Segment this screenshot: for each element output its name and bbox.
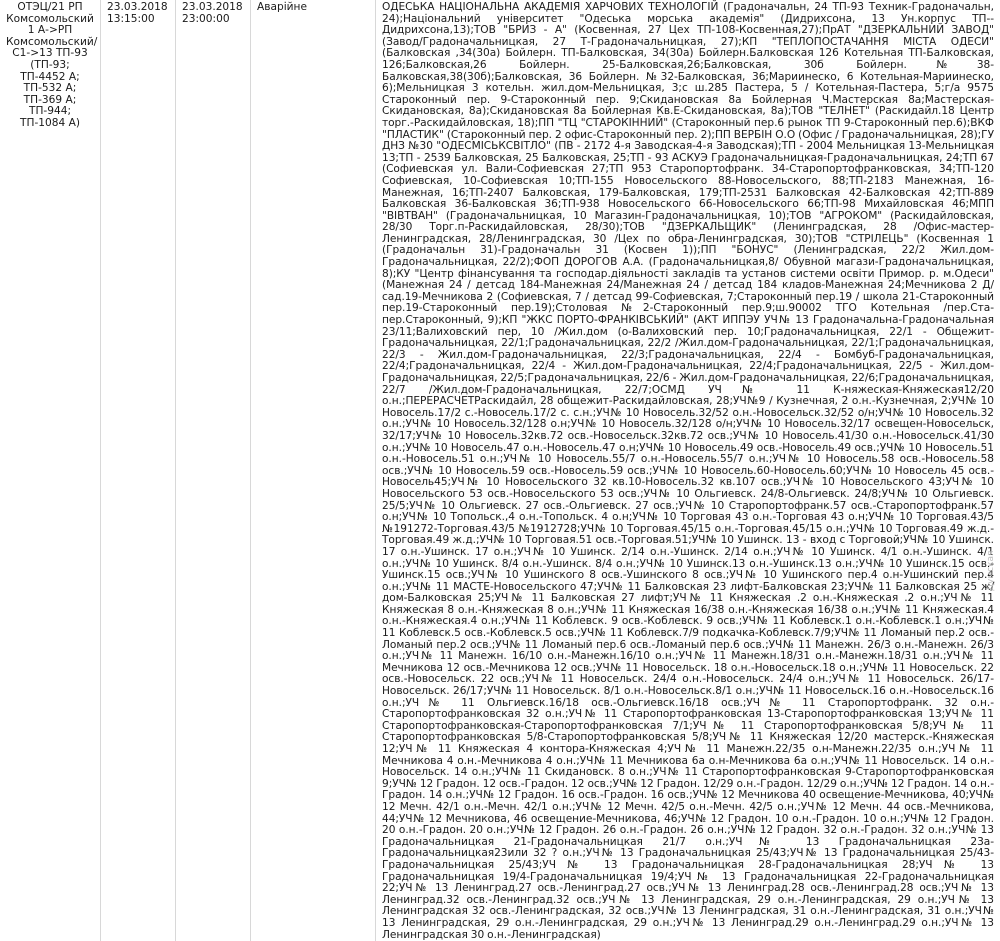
addresses-text: ОДЕСЬКА НАЦІОНАЛЬНА АКАДЕМІЯ ХАРЧОВИХ ТЕХНОЛОГІЙ (Градоначальн, 24 ТП-93 Техник-Градоначальн, 24);Національний університет "Одеська морська академія" (Дидрихсона, 13 Ун.корпус ТП--Дидрихсона,13);ТОВ "БРИЗ - А" (Косвенная, 27 Цех ТП-108-Косвенная,27);ПрАТ "ДЗЕРКАЛЬНИЙ ЗАВОД" (Завод/Градоначальницкая, 27 Т-Градоначальницкая, 27);КП "ТЕПЛОПОСТАЧАННЯ МІСТА ОДЕСИ" (Балковская ,34(30а) Бойлерн. ТП-Балковская, 34(30а) Бойлерн.Балковская 126 Котельная ТП-Балковская, 126;Балковская,26 Бойлерн. 25-Балковская,26;Балковская, 30б Бойлерн.№38-Балковская,38(30б);Балковская, 36 Бойлерн. №32-Балковская, 36;Мариинеско, 6 Котельная-Мариинеско, 6);Мельницкая 3 котельн. жил.дом-Мельницкая, 3;с ш.285 Пастера, 5 / Котельная-Пастера, 5;г/а 9575 Староконный пер. 9-Староконный пер. 9;Скидановская 8а Бойлерная Ч.Мастерская 8а;Мастерская-Скидановская, 8а);Скидановская 8а Бойлерная Кв.Е-Скидановская, 8а);ТОВ "ТЕЛНЕТ" (Раскидайл.18 Центр торг.-Раскидайловская, 18);ПП "ТЦ "СТАРОКІННИЙ" (Староконный пер.6 рынок ТП 9-Староконный пер.6);ВКФ "ПЛАСТИК" (Староконный пер. 2 офис-Староконный пер. 2);ПП ВЕРБІН О.О (Офис / Градоначальницкая, 28);ГУ ДНЗ №30 "ОДЕСМІСЬКСВІТЛО" (ПВ - 2172 4-я Заводская-4-я Заводская);ТП - 2004 Мельницкая 13-Мельницкая 13;ТП - 2539 Балковская, 25 Балковская, 25;ТП - 93 АСКУЭ Градоначальницкая-Градоначальницкая, 24;ТП 67 (Софиевская ул. Вали-Софиевская 27;ТП 953 Старопортофранк. 34-Старопортофранковская, 34;ТП-120 Софиевская, 10-Софиевская 10;ТП-155 Новосельского 88-Новосельского, 88;ТП-2183 Манежная, 16-Манежная, 16;ТП-2407 Балковская, 179-Балковская, 179;ТП-2531 Балковская 42-Балковская 42;ТП-889 Балковская 36-Балковская 36;ТП-938 Новосельского 66-Новосельского 66;ТП-98 Михайловская 46;МПП "ВІВТВАН" (Градоначальницкая, 10 Магазин-Градоначальницкая, 10);ТОВ "АГРОКОМ" (Раскидайловская, 28/30 Торг.п-Раскидайловская, 28/30);ТОВ "ДЗЕРКАЛЬЩИК" (Ленинградская, 28 /Офис-мастер-Ленинградская, 28/Ленинградская, 30 /Цех по обра-Ленинградская, 30);ТОВ "СТРІЛЕЦЬ" (Косвенная 1 (Градоначальн 31)-Градоначальн 31 (Косвен 1));ПП "БОНУС" (Ленинградская, 22/2 Жил.дом-Градоначальницкая, 22/2);ФОП ДОРОГОВ А.А. (Градоначальницкая,8/ Обувной магази-Градоначальницкая, 8);КУ "Центр фінансування та господар.діяльності закладів та установ системи освіти Примор. р. м.Одеси" (Манежная 24 / детсад 184-Манежная 24/Манежная 24 / детсад 184 кладов-Манежная 24;Мечникова 2 Д/сад.19-Мечникова 2 (Софиевская, 7 / детсад 99-Софиевская, 7;Староконный пер.19 / школа 21-Староконный пер.19-Староконный пер.19);Столовая №2-Староконный пер.9;ш.90002 ТГО Котельная /пер.Ста-пер.Староконный, 9);КП "ЖКС ПОРТО-ФРАНКІВСЬКИЙ" (АКТ ИППЭУ УЧ№ 13 Градоначальна-Градоначальная 23/11;Валиховский пер, 10 /Жил.дом (о-Валиховский пер. 10;Градоначальницкая, 22/1 - Общежит-Градоначальницкая, 22/1;Градоначальницкая, 22/2 /Жил.дом-Градоначальницкая, 22/1;Градоначальницкая, 22/3 - Жил.дом-Градоначальницкая, 22/3;Градоначальницкая, 22/4 - Бомбуб-Градоначальницкая, 22/4;Градоначальницкая, 22/4 - Жил.дом-Градоначальницкая, 22/4;Градоначальницкая, 22/5 - Жил.дом-Градоначальницкая, 22/5;Градоначальницкая, 22/6 - Жил.дом-Градоначальницкая, 22/6;Градоначальницкая, 22/7 /Жил.дом-Градоначальницкая, 22/7;ОСМД УЧ№ 11 К-няжеская-Княжеская12/20 о.н.;ПЕРЕРАСЧЕТРаскидайл, 28 общежит-Раскидайловская, 28;УЧ№9 / Кузнечная, 2 о.н.-Кузнечная, 2;УЧ№ 10 Новосель.17/2 с.-Новосель.17/2 с. с.н.;УЧ№ 10 Новосель.32/52 о.н.-Новосельск.32/52 о/н;УЧ№ 10 Новосель.32 о.н.;УЧ№ 10 Новосель.32/128 о.н;УЧ№ 10 Новосель.32/128 о/н;УЧ№ 10 Новосель.32/17 освещен-Новосельск, 32/17;УЧ№ 10 Новосель.32кв.72 осв.-Новосельск.32кв.72 осв.;УЧ№ 10 Новосель.41/30 о.н.-Новосельск.41/30 о.н.;УЧ№ 10 Новосель.47 о.н.-Новосель.47 о.н;УЧ№ 10 Новосель.49 осв.-Новосель.49 осв.;УЧ№ 10 Новосель.51 о.н.-Новосель.51 о.н.;УЧ№ 10 Новосель.55/7 о.н.-Новосель.55/7 о.н.;УЧ№ 10 Новосель.58 осв.-Новосель.58 осв.;УЧ№ 10 Новосель.59 осв.-Новосель.59 осв.;УЧ№ 10 Новосель.60-Новосель.60;УЧ№ 10 Новосель 45 осв.-Новосель45;УЧ№ 10 Новосельского 32 кв.10-Новосель.32 кв.107 осв.;УЧ№ 10 Новосельского 43;УЧ№ 10 Новосельского 53 осв.-Новосельского 53 осв.;УЧ№ 10 Ольгиевск. 24/8-Ольгиевск. 24/8;УЧ№ 10 Ольгиевск. 25/5;УЧ№ 10 Ольгиевск. 27 осв.-Ольгиевск. 27 осв.;УЧ№ 10 Старопортофранк.57 осв.-Старопортофранк.57 о.н;УЧ№ 10 Топольск.,4 о.н.-Топольск. 4 о.н;УЧ№ 10 Торговая 43 о.н.-Торговая 43 о.н;УЧ№ 10 Торговая.43/5 №191272-Торговая.43/5 №1912728;УЧ№ 10 Торговая.45/15 о.н.-Торговая.45/15 о.н.;УЧ№ 10 Торговая.49 ж.д.-Торговая.49 ж.д.;УЧ№ 10 Торговая.51 осв.-Торговая.51;УЧ№ 10 Ушинск. 13 - вход с Торговой;УЧ№ 10 Ушинск. 17 о.н.-Ушинск. 17 о.н.;УЧ№ 10 Ушинск. 2/14 о.н.-Ушинск. 2/14 о.н.;УЧ№ 10 Ушинск. 4/1 о.н.-Ушинск. 4/1 о.н.;УЧ№ 10 Ушинск. 8/4 о.н.-Ушинск. 8/4 о.н.;УЧ№ 10 Ушинск.13 о.н.-Ушинск.13 о.н.;УЧ№ 10 Ушинск.15 осв.-Ушинск.15 осв.;УЧ№ 10 Ушинского 8 осв.-Ушинского 8 осв.;УЧ№ 10 Ушинского пер.4 о.н-Ушинский пер.4 о.н.;УЧ№ 11 МАСТЕ-Новосельского 47;УЧ№ 11 Балковская 23 лифт-Балковская 23;УЧ№ 11 Балковская 25 ж/дом-Балковская 25;УЧ№ 11 Балковская 27 лифт;УЧ№ 11 Княжеская .2 о.н.-Княжеская .2 о.н.;УЧ№ 11 Княжеская 8 о.н.-Княжеская 8 о.н.;УЧ№ 11 Княжеская 16/38 о.н.-Княжеская 16/38 о.н.;УЧ№ 11 Княжеская.4 о.н.-Княжеская.4 о.н.;УЧ№ 11 Коблевск. 9 осв.-Коблевск. 9 осв.;УЧ№ 11 Коблевск.1 о.н.-Коблевск.1 о.н.;УЧ№ 11 Коблевск.5 осв.-Коблевск.5 осв.;УЧ№ 11 Коблевск.7/9 подкачка-Коблевск.7/9;УЧ№ 11 Ломаный пер.2 осв.-Ломаный пер.2 осв.;УЧ№ 11 Ломаный пер.6 осв.-Ломаный пер.6 осв.;УЧ№ 11 Манежн. 26/3 о.н.-Манежн. 26/3 о.н.;УЧ№ 11 Манежн. 16/10 о.н.-Манежн.16/10 о.н.;УЧ№ 11 Манежн.18/31 о.н.-Манежн.18/31 о.н.;УЧ№ 11 Мечникова 12 осв.-Мечникова 12 осв.;УЧ№ 11 Новосельск. 18 о.н.-Новосельск.18 о.н.;УЧ№ 11 Новосельск. 22 осв.-Новосельск. 22 осв.;УЧ№ 11 Новосельск. 24/4 о.н.-Новосельск. 24/4 о.н.;УЧ№ 11 Новосельск. 26/17-Новосельск. 26/17;УЧ№ 11 Новосельск. 8/1 о.н.-Новосельск.8/1 о.н.;УЧ№ 11 Новосельск.16 о.н.-Новосельск.16 о.н.;УЧ№ 11 Ольгиевск.16/18 осв.-Ольгиевск.16/18 осв.;УЧ№ 11 Старопортофранк. 32 о.н.-Старопортофранковская 32 о.н.;УЧ№ 11 Старопортофранковская 13-Старопортофранковская 13;УЧ№ 11 Старопортофранковская-Старопортофранковская 7/1;УЧ№ 11 Старопортофранковская 5/8;УЧ№ 11 Старопортофранковская 5/8-Старопортофранковская 5/8;УЧ№ 11 Княжеская 12/20 мастерск.-Княжеская 12;УЧ№ 11 Княжеская 4 контора-Княжеская 4;УЧ№ 11 Манежн.22/35 о.н-Манежн.22/35 о.н.;УЧ№ 11 Мечникова 4 о.н.-Мечникова 4 о.н.;УЧ№ 11 Мечникова 6а о.н-Мечникова 6а о.н.;УЧ№ 11 Новосельск. 14 о.н.-Новосельск. 14 о.н.;УЧ№ 11 Скидановск. 8 о.н.;УЧ№ 11 Старопортофранковская 9-Старопортофранковская 9;УЧ№ 12 Градон. 12 осв.-Градон. 12 осв.;УЧ№ 12 Градон. 12/29 о.н.-Градон. 12/29 о.н.;УЧ№ 12 Градон. 14 о.н.-Градон. 14 о.н.;УЧ№ 12 Градон. 16 осв.-Градон. 16 осв.;УЧ№ 12 Мечникова 40 освещение-Мечникова, 40;УЧ№ 12 Мечн. 42/1 о.н.-Мечн. 42/1 о.н.;УЧ№ 12 Мечн. 42/5 о.н.-Мечн. 42/5 о.н.;УЧ№ 12 Мечн. 44 осв.-Мечникова, 44;УЧ№ 12 Мечникова, 46 освещение-Мечникова, 46;УЧ№ 12 Градон. 10 о.н.-Градон. 10 о.н.;УЧ№ 12 Градон. 20 о.н.-Градон. 20 о.н.;УЧ№ 12 Градон. 26 о.н.-Градон. 26 о.н.;УЧ№ 12 Градон. 32 о.н.-Градон. 32 о.н.;УЧ№ 13 Градоначальницкая 21-Градоначальницкая 21/7 о.н.;УЧ№ 13 Градоначальницкая 23а-Градоначальницкая23или 32 ? о.н.;УЧ№ 13 Градоначальницкая 25/43;УЧ№ 13 Градоначальницкая 25/43-Градоначальницкая 25/43;УЧ№ 13 Градоначальницкая 28-Градоначальницкая 28;УЧ№ 13 Градоначальницкая 19/4-Градоначальницкая 19/4;УЧ№ 13 Градоначальницкая 22-Градоначальницкая 22;УЧ№ 13 Ленинград.27 осв.-Ленинград.27 осв.;УЧ№ 13 Ленинград.28 осв.-Ленинград.28 осв.;УЧ№ 13 Ленинград.32 осв.-Ленинград.32 осв.;УЧ№ 13 Ленинградская, 29 о.н.-Ленинградская, 29 о.н.;УЧ№ 13 Ленинградская 32 осв.-Ленинградская, 32 осв.;УЧ№ 13 Ленинградская, 31 о.н.-Ленинградская, 31 о.н.;УЧ№ 13 Ленинградская, 29 о.н.-Ленинградская, 29 о.н.;УЧ№ 13 Ленинград.29 о.н.-Ленинград.29 о.н.;УЧ№ 13 Ленинградская 30 о.н.-Ленинградская) bbox=[382, 1, 994, 941]
source-cell bbox=[0, 0, 101, 941]
end-datetime-cell bbox=[176, 0, 251, 941]
start-datetime-cell bbox=[101, 0, 176, 941]
source-line: ОТЭЦ/21 РП bbox=[6, 2, 94, 14]
source-line: ТП-944; bbox=[6, 106, 94, 118]
source-line: ТП-1084 А) bbox=[6, 118, 94, 130]
source-line: С1->13 ТП-93 bbox=[6, 48, 94, 60]
source-line: 1 А->РП bbox=[6, 25, 94, 37]
source-line: ТП-369 А; bbox=[6, 95, 94, 107]
start-time: 13:15:00 bbox=[107, 14, 169, 26]
end-time: 23:00:00 bbox=[182, 14, 244, 26]
end-date: 23.03.2018 bbox=[182, 2, 244, 14]
watermark: Думская bbox=[986, 549, 1000, 591]
source-line: ТП-532 А; bbox=[6, 83, 94, 95]
addresses-cell bbox=[376, 0, 1000, 941]
outage-type-cell bbox=[251, 0, 376, 941]
source-line: Комсомольский bbox=[6, 14, 94, 26]
source-line: Комсомольский/ bbox=[6, 37, 94, 49]
outage-type: Аварійне bbox=[257, 1, 307, 13]
source-line: ТП-4452 А; bbox=[6, 72, 94, 84]
start-date: 23.03.2018 bbox=[107, 2, 169, 14]
source-line: (ТП-93; bbox=[6, 60, 94, 72]
